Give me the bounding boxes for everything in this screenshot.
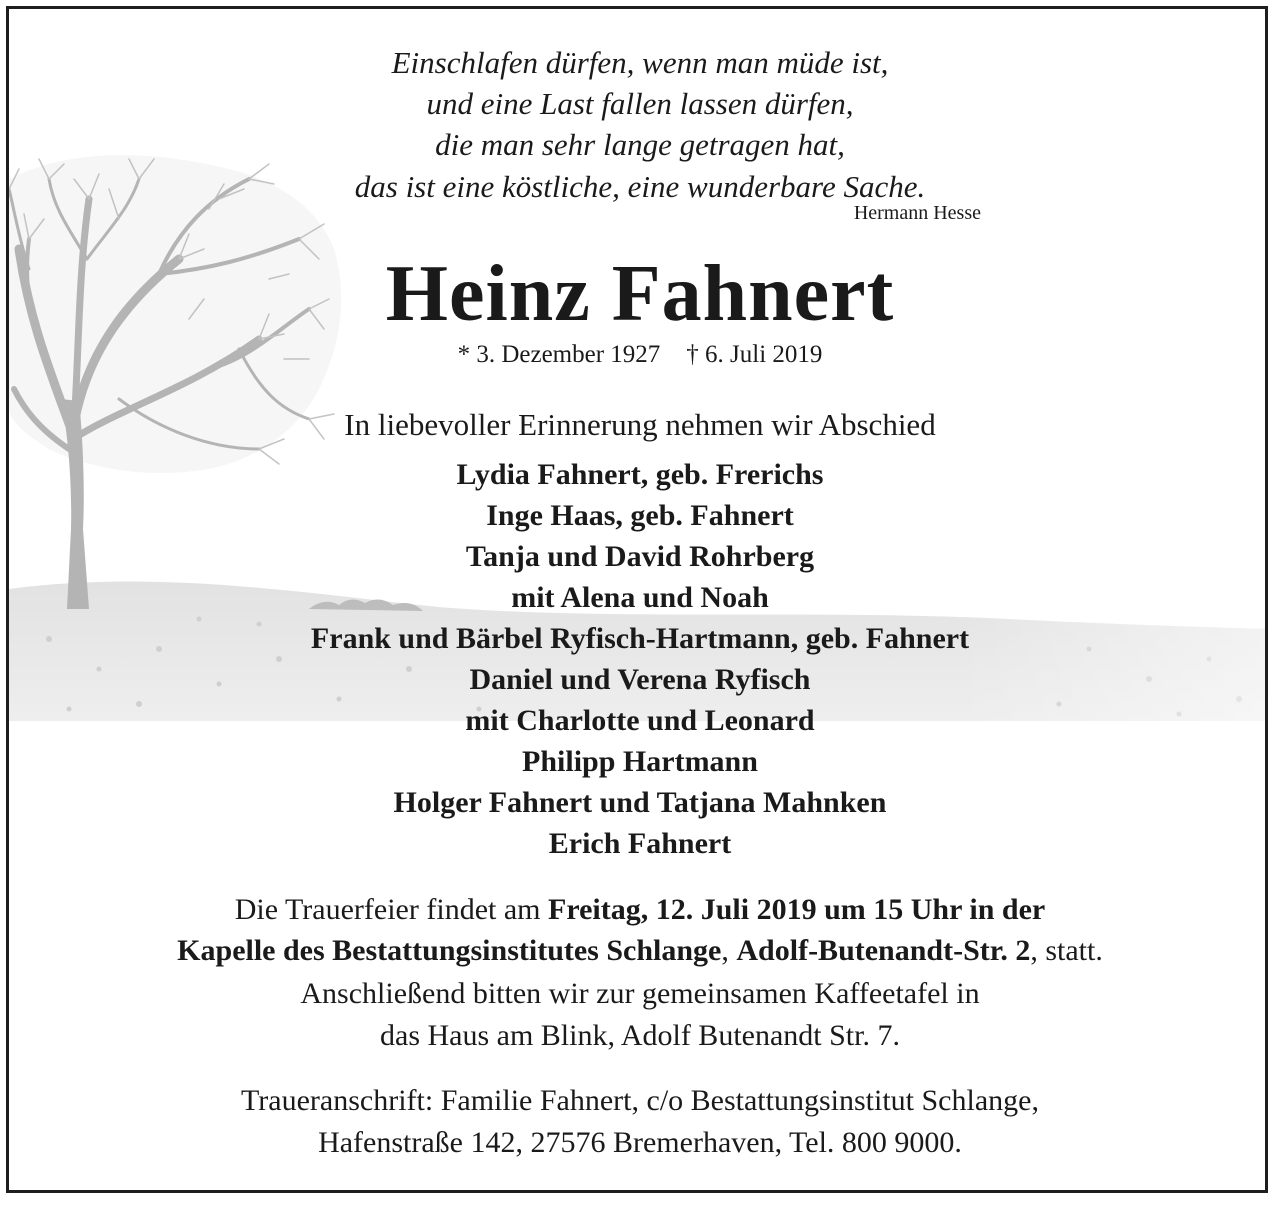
reception-info-line: Anschließend bitten wir zur gemeinsamen Kaffeetafel in xyxy=(300,977,980,1010)
funeral-info-line xyxy=(9,934,1268,968)
mourner-line: Lydia Fahnert, geb. Frerichs xyxy=(456,458,824,491)
poem-line: und eine Last fallen lassen dürfen, xyxy=(426,86,854,121)
mourner-line: Tanja und David Rohrberg xyxy=(465,540,815,573)
mourner-line: Holger Fahnert und Tatjana Mahnken xyxy=(393,786,887,819)
mourner-line: mit Charlotte und Leonard xyxy=(465,704,815,737)
mourner-line: Frank und Bärbel Ryfisch-Hartmann, geb. Fahnert xyxy=(310,622,970,655)
poem-author: Hermann Hesse xyxy=(853,202,981,224)
funeral-location: Kapelle des Bestattungsinstitutes Schlange xyxy=(177,934,722,967)
funeral-street: Adolf-Butenandt-Str. 2 xyxy=(736,934,1031,967)
funeral-text: , xyxy=(721,934,737,967)
funeral-info-line xyxy=(9,893,1268,927)
death-date: † 6. Juli 2019 xyxy=(686,341,823,368)
mourner-line: Inge Haas, geb. Fahnert xyxy=(486,499,794,532)
reception-info-line: das Haus am Blink, Adolf Butenandt Str. 7. xyxy=(380,1019,900,1052)
mourner-line: mit Alena und Noah xyxy=(511,581,769,614)
notice-text xyxy=(9,9,1268,1193)
poem-line: das ist eine köstliche, eine wunderbare Sache. xyxy=(354,169,926,204)
farewell-intro: In liebevoller Erinnerung nehmen wir Abschied xyxy=(344,407,936,442)
funeral-date-time: Freitag, 12. Juli 2019 um 15 Uhr in der xyxy=(548,893,1046,926)
deceased-name: Heinz Fahnert xyxy=(385,250,895,338)
obituary-notice xyxy=(6,6,1268,1193)
poem-line: die man sehr lange getragen hat, xyxy=(435,127,845,162)
poem-line: Einschlafen dürfen, wenn man müde ist, xyxy=(391,45,889,80)
birth-date: * 3. Dezember 1927 xyxy=(457,341,661,368)
mourner-line: Philipp Hartmann xyxy=(522,745,758,778)
mourning-address-line: Traueranschrift: Familie Fahnert, c/o Bestattungsinstitut Schlange, xyxy=(241,1084,1039,1117)
life-dates xyxy=(9,341,1268,369)
mourner-line: Erich Fahnert xyxy=(548,827,732,860)
mourner-line: Daniel und Verena Ryfisch xyxy=(469,663,811,696)
funeral-text: , statt. xyxy=(1030,934,1103,967)
funeral-text: Die Trauerfeier findet am xyxy=(234,893,548,926)
mourning-address-line: Hafenstraße 142, 27576 Bremerhaven, Tel. 800 9000. xyxy=(318,1126,962,1159)
